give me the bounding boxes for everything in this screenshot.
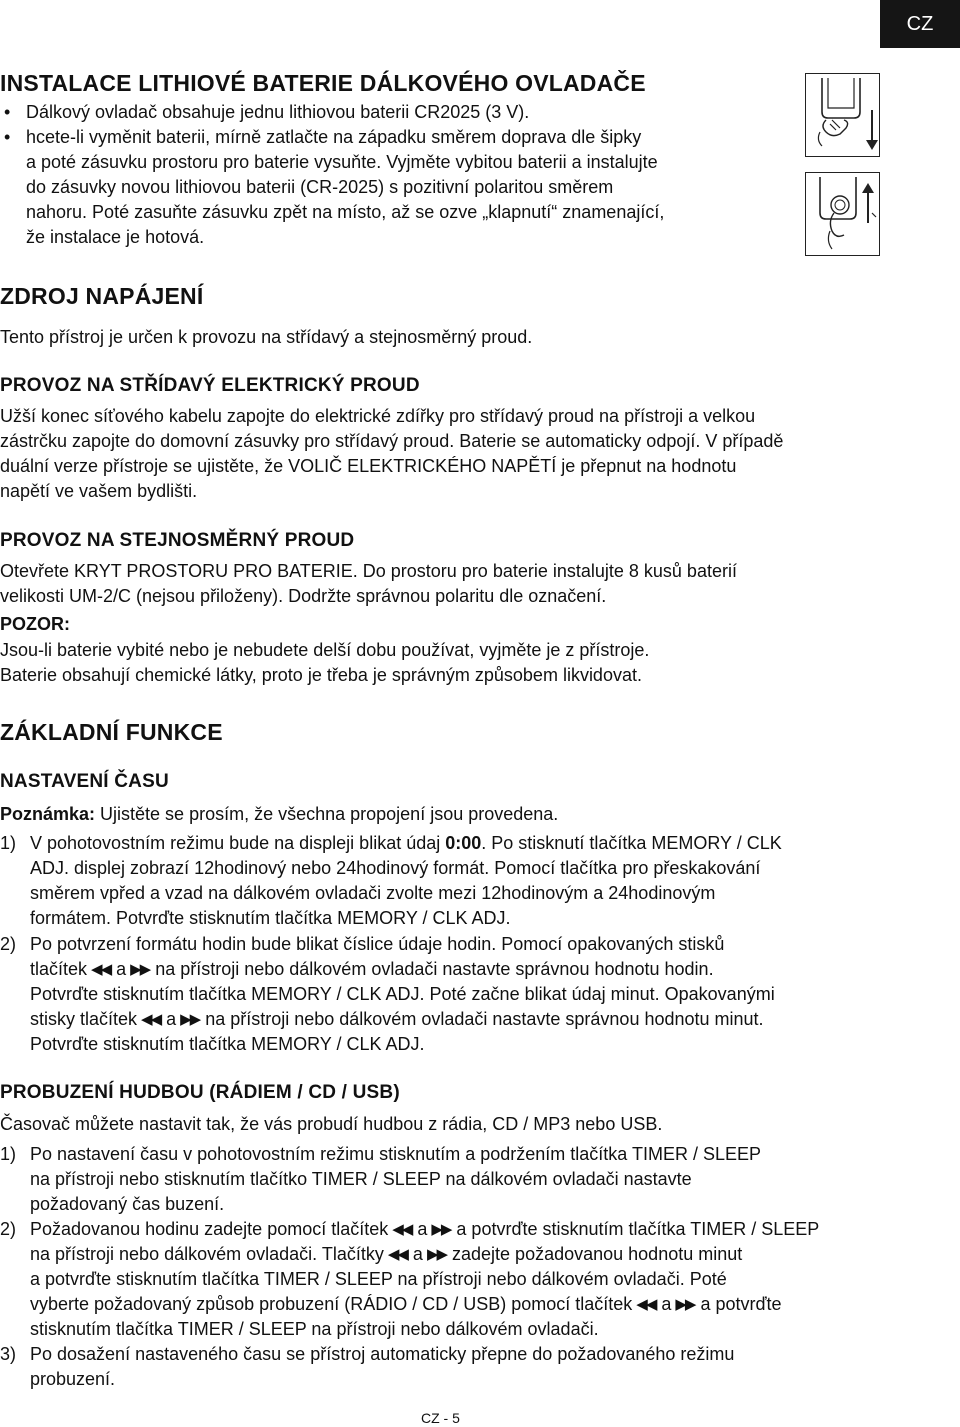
dc-line-2: velikosti UM-2/C (nejsou přiloženy). Dodržte správnou polaritu dle označení. <box>0 586 607 606</box>
list-number: 3) <box>0 1344 17 1364</box>
text-span: a <box>417 1219 428 1239</box>
time-step-2-line-5: Potvrďte stisknutím tlačítka MEMORY / CLK ADJ. <box>30 1034 425 1054</box>
battery-bullet-2-line-3: do zásuvky novou lithiovou baterii (CR-2025) s pozitivní polaritou směrem <box>26 177 614 197</box>
caution-line-2: Baterie obsahují chemické látky, proto je třeba je správným způsobem likvidovat. <box>0 665 642 685</box>
heading-dc-operation: PROVOZ NA STEJNOSMĚRNÝ PROUD <box>0 530 355 551</box>
text-span: Požadovanou hodinu zadejte pomocí tlačítek <box>30 1219 389 1239</box>
alarm-step-2-line-3: a potvrďte stisknutím tlačítka TIMER / SLEEP na přístroji nebo dálkovém ovladači. Poté <box>30 1269 727 1289</box>
note-label: Poznámka: <box>0 804 96 824</box>
skip-back-icon: ◀◀ <box>141 1011 161 1028</box>
text-span: stisky tlačítek <box>30 1009 138 1029</box>
caution-label: POZOR: <box>0 614 70 634</box>
time-note <box>0 802 558 827</box>
time-step-1-line-1 <box>30 831 782 856</box>
skip-back-icon: ◀◀ <box>392 1221 412 1238</box>
page-number: CZ - 5 <box>421 1410 460 1426</box>
list-number: 1) <box>0 1144 17 1164</box>
dc-line-1: Otevřete KRYT PROSTORU PRO BATERIE. Do prostoru pro baterie instalujte 8 kusů baterií <box>0 561 737 581</box>
alarm-step-2-line-2 <box>30 1242 742 1267</box>
heading-wake-up-music: PROBUZENÍ HUDBOU (RÁDIEM / CD / USB) <box>0 1082 400 1103</box>
text-span: vyberte požadovaný způsob probuzení (RÁDIO / CD / USB) pomocí tlačítek <box>30 1294 633 1314</box>
battery-bullet-1: Dálkový ovladač obsahuje jednu lithiovou baterii CR2025 (3 V). <box>26 102 530 122</box>
text-span: a potvrďte <box>700 1294 782 1314</box>
time-step-2-line-4 <box>30 1007 764 1032</box>
display-value: 0:00 <box>445 833 482 853</box>
time-step-1-line-4: formátem. Potvrďte stisknutím tlačítka MEMORY / CLK ADJ. <box>30 908 511 928</box>
text-span: zadejte požadovanou hodnotu minut <box>452 1244 743 1264</box>
battery-bullet-2-line-1: hcete-li vyměnit baterii, mírně zatlačte na západku směrem doprava dle šipky <box>26 127 642 147</box>
alarm-intro: Časovač můžete nastavit tak, že vás probudí hudbou z rádia, CD / MP3 nebo USB. <box>0 1114 663 1134</box>
ac-line-3: duální verze přístroje se ujistěte, že VOLIČ ELEKTRICKÉHO NAPĚTÍ je přepnut na hodnotu <box>0 456 737 476</box>
time-step-1-line-2: ADJ. displej zobrazí 12hodinový nebo 24hodinový formát. Pomocí tlačítka pro přeskakování <box>30 858 761 878</box>
alarm-step-3-line-1: Po dosažení nastaveného času se přístroj automaticky přepne do požadovaného režimu <box>30 1344 735 1364</box>
alarm-step-2-line-4 <box>30 1292 782 1317</box>
text-span: a <box>412 1244 423 1264</box>
alarm-step-3-line-2: probuzení. <box>30 1369 116 1389</box>
battery-remove-illustration <box>805 73 880 157</box>
skip-forward-icon: ▶▶ <box>426 1246 447 1263</box>
bullet-marker: • <box>4 127 11 147</box>
skip-forward-icon: ▶▶ <box>431 1221 451 1238</box>
battery-bullet-2-line-2: a poté zásuvku prostoru pro baterie vysuňte. Vyjměte vybitou baterii a instalujte <box>26 152 658 172</box>
hand-insert-icon <box>806 173 879 255</box>
list-number: 2) <box>0 934 17 954</box>
time-step-2-line-1: Po potvrzení formátu hodin bude blikat číslice údaje hodin. Pomocí opakovaných stisků <box>30 934 725 954</box>
battery-bullet-2-line-4: nahoru. Poté zasuňte zásuvku zpět na místo, až se ozve „klapnutí“ znamenající, <box>26 202 665 222</box>
text-span: a potvrďte stisknutím tlačítka TIMER / SLEEP <box>456 1219 820 1239</box>
bullet-marker: • <box>4 102 11 122</box>
text-span: . Po stisknutí tlačítka MEMORY / CLK <box>481 833 782 853</box>
list-number: 2) <box>0 1219 17 1239</box>
ac-line-4: napětí ve vašem bydlišti. <box>0 481 198 501</box>
heading-power-source: ZDROJ NAPÁJENÍ <box>0 283 204 309</box>
skip-forward-icon: ▶▶ <box>180 1011 200 1028</box>
alarm-step-1-line-3: požadovaný čas buzení. <box>30 1194 225 1214</box>
heading-time-setting: NASTAVENÍ ČASU <box>0 771 169 792</box>
text-span: V pohotovostním režimu bude na displeji blikat údaj <box>30 833 446 853</box>
text-span: tlačítek <box>30 959 88 979</box>
time-step-2-line-3: Potvrďte stisknutím tlačítka MEMORY / CLK ADJ. Poté začne blikat údaj minut. Opakovanými <box>30 984 775 1004</box>
text-span: na přístroji nebo dálkovém ovladači. Tlačítky <box>30 1244 384 1264</box>
skip-forward-icon: ▶▶ <box>130 961 150 978</box>
skip-back-icon: ◀◀ <box>636 1296 656 1313</box>
battery-insert-illustration <box>805 172 880 256</box>
list-number: 1) <box>0 833 17 853</box>
text-span: a <box>166 1009 177 1029</box>
alarm-step-1-line-2: na přístroji nebo stisknutím tlačítko TIMER / SLEEP na dálkovém ovladači nastavte <box>30 1169 692 1189</box>
heading-battery-install: INSTALACE LITHIOVÉ BATERIE DÁLKOVÉHO OVLADAČE <box>0 70 646 96</box>
alarm-step-2-line-1 <box>30 1217 819 1242</box>
skip-back-icon: ◀◀ <box>387 1246 407 1263</box>
skip-back-icon: ◀◀ <box>91 961 111 978</box>
power-text: Tento přístroj je určen k provozu na střídavý a stejnosměrný proud. <box>0 327 533 347</box>
caution-line-1: Jsou-li baterie vybité nebo je nebudete delší dobu používat, vyjměte je z přístroje. <box>0 640 650 660</box>
language-tab: CZ <box>880 0 960 48</box>
text-span: a <box>116 959 127 979</box>
hand-push-icon <box>806 74 879 156</box>
heading-ac-operation: PROVOZ NA STŘÍDAVÝ ELEKTRICKÝ PROUD <box>0 375 420 396</box>
note-text: Ujistěte se prosím, že všechna propojení jsou provedena. <box>95 804 559 824</box>
battery-bullet-2-line-5: že instalace je hotová. <box>26 227 205 247</box>
time-step-2-line-2 <box>30 957 714 982</box>
time-step-1-line-3: směrem vpřed a vzad na dálkovém ovladači zvolte mezi 12hodinovým a 24hodinovým <box>30 883 716 903</box>
text-span: a <box>661 1294 672 1314</box>
skip-forward-icon: ▶▶ <box>675 1296 695 1313</box>
text-span: na přístroji nebo dálkovém ovladači nastavte správnou hodnotu minut. <box>205 1009 764 1029</box>
ac-line-1: Užší konec síťového kabelu zapojte do elektrické zdířky pro střídavý proud na přístroji a velkou <box>0 406 756 426</box>
ac-line-2: zástrčku zapojte do domovní zásuvky pro střídavý proud. Baterie se automaticky odpojí. V případě <box>0 431 784 451</box>
heading-basic-functions: ZÁKLADNÍ FUNKCE <box>0 719 223 745</box>
alarm-step-1-line-1: Po nastavení času v pohotovostním režimu stisknutím a podržením tlačítka TIMER / SLEEP <box>30 1144 761 1164</box>
alarm-step-2-line-5: stisknutím tlačítka TIMER / SLEEP na přístroji nebo dálkovém ovladači. <box>30 1319 599 1339</box>
text-span: na přístroji nebo dálkovém ovladači nastavte správnou hodnotu hodin. <box>155 959 714 979</box>
